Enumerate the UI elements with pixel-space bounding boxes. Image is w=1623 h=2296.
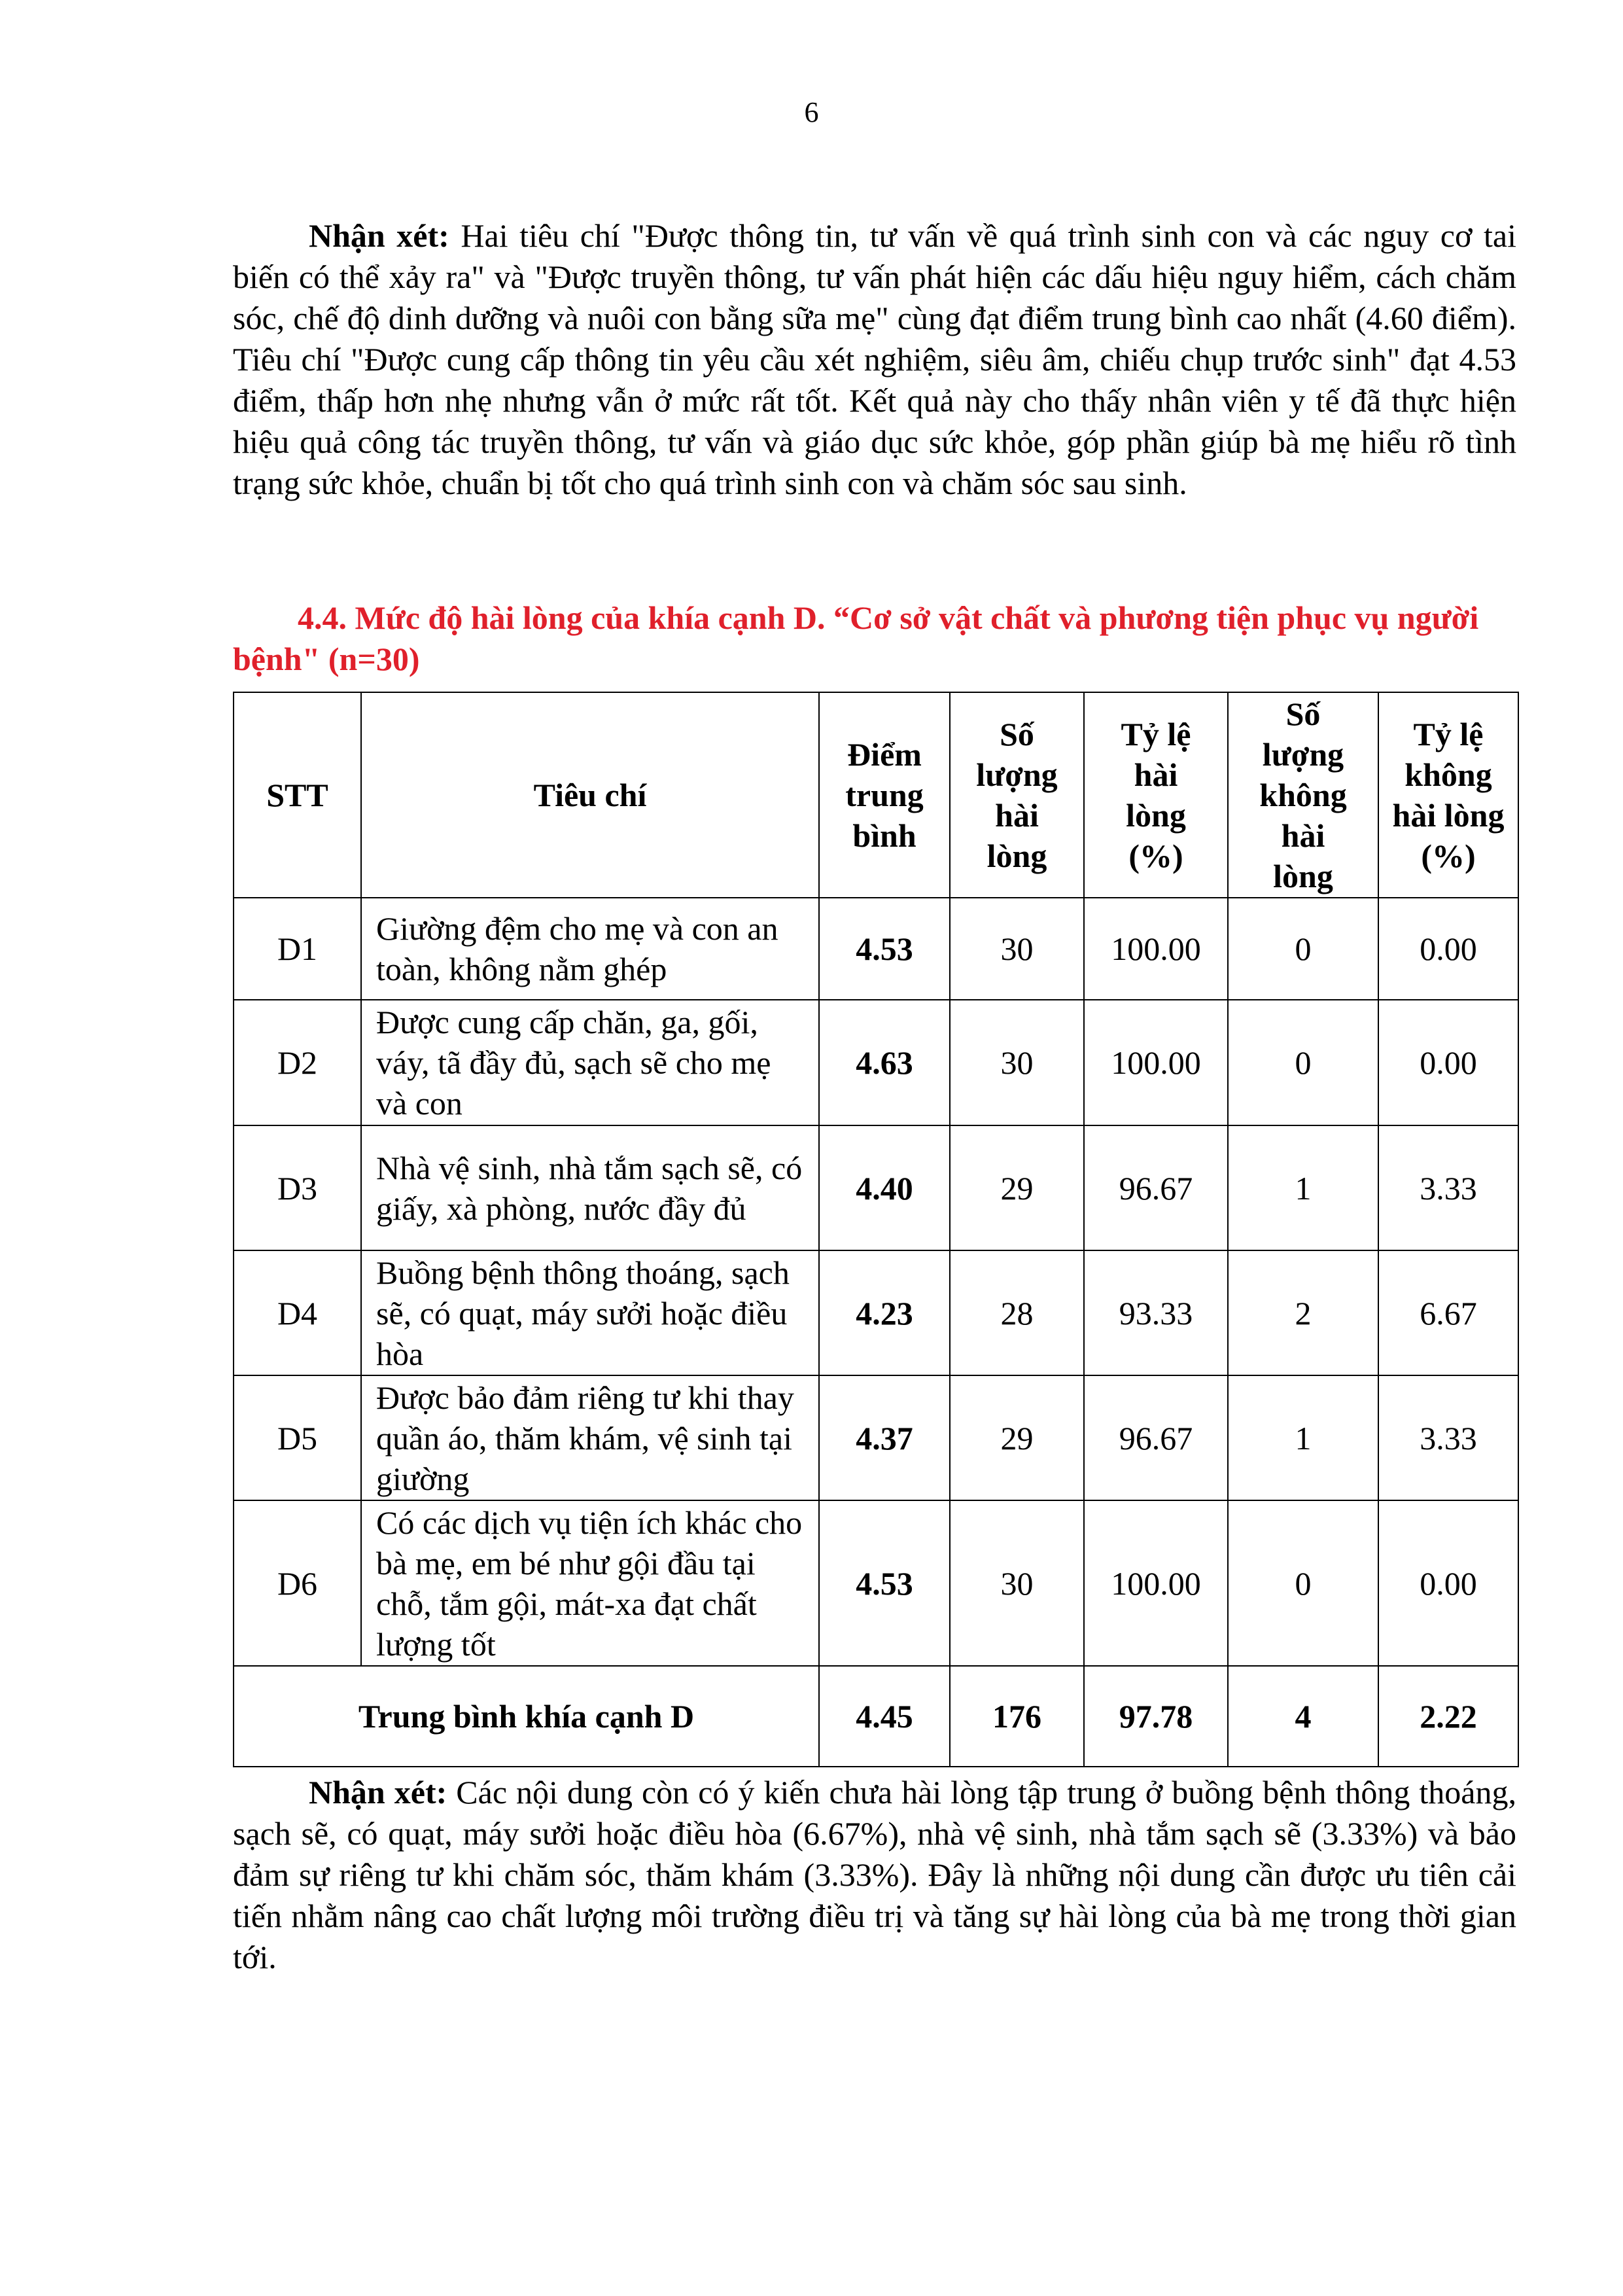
cell-total-satisfied-count: 176 — [950, 1666, 1084, 1767]
cell-stt: D2 — [234, 1000, 361, 1125]
cell-unsatisfied-count: 0 — [1228, 1500, 1378, 1666]
table-row — [234, 1500, 1518, 1666]
cell-unsatisfied-count: 1 — [1228, 1375, 1378, 1500]
cell-stt: D6 — [234, 1500, 361, 1666]
cell-unsatisfied-count: 0 — [1228, 898, 1378, 1000]
cell-satisfied-pct: 96.67 — [1084, 1125, 1228, 1250]
cell-criterion: Giường đệm cho mẹ và con an toàn, không nằm ghép — [361, 898, 819, 1000]
cell-satisfied-count: 30 — [950, 1000, 1084, 1125]
cell-total-unsatisfied-count: 4 — [1228, 1666, 1378, 1767]
cell-satisfied-pct: 93.33 — [1084, 1250, 1228, 1375]
cell-satisfied-count: 30 — [950, 1500, 1084, 1666]
comment-paragraph-d — [233, 1772, 1516, 1978]
cell-satisfied-count: 28 — [950, 1250, 1084, 1375]
cell-unsatisfied-pct: 3.33 — [1378, 1125, 1518, 1250]
cell-satisfied-pct: 96.67 — [1084, 1375, 1228, 1500]
header-satisfied-count: Số lượng hài lòng — [950, 692, 1084, 898]
cell-mean: 4.53 — [819, 898, 950, 1000]
cell-unsatisfied-count: 1 — [1228, 1125, 1378, 1250]
table-total-row — [234, 1666, 1518, 1767]
header-stt: STT — [234, 692, 361, 898]
cell-total-unsatisfied-pct: 2.22 — [1378, 1666, 1518, 1767]
cell-unsatisfied-pct: 0.00 — [1378, 898, 1518, 1000]
header-criterion: Tiêu chí — [361, 692, 819, 898]
cell-satisfied-count: 30 — [950, 898, 1084, 1000]
table-row — [234, 1125, 1518, 1250]
cell-stt: D4 — [234, 1250, 361, 1375]
header-satisfied-pct: Tỷ lệ hài lòng (%) — [1084, 692, 1228, 898]
cell-unsatisfied-pct: 0.00 — [1378, 1000, 1518, 1125]
cell-total-satisfied-pct: 97.78 — [1084, 1666, 1228, 1767]
cell-criterion: Được bảo đảm riêng tư khi thay quần áo, thăm khám, vệ sinh tại giường — [361, 1375, 819, 1500]
header-unsatisfied-pct: Tỷ lệ không hài lòng (%) — [1378, 692, 1518, 898]
comment-lead: Nhận xét: — [309, 217, 449, 254]
satisfaction-table-d — [233, 692, 1519, 1767]
cell-criterion: Buồng bệnh thông thoáng, sạch sẽ, có quạt, máy sưởi hoặc điều hòa — [361, 1250, 819, 1375]
table-row — [234, 1375, 1518, 1500]
cell-criterion: Nhà vệ sinh, nhà tắm sạch sẽ, có giấy, xà phòng, nước đầy đủ — [361, 1125, 819, 1250]
cell-stt: D3 — [234, 1125, 361, 1250]
header-unsatisfied-count: Số lượng không hài lòng — [1228, 692, 1378, 898]
cell-stt: D1 — [234, 898, 361, 1000]
cell-unsatisfied-pct: 0.00 — [1378, 1500, 1518, 1666]
cell-satisfied-pct: 100.00 — [1084, 898, 1228, 1000]
table-row — [234, 1000, 1518, 1125]
page-number: 6 — [804, 96, 819, 128]
table-row — [234, 898, 1518, 1000]
table-header-row — [234, 692, 1518, 898]
cell-mean: 4.40 — [819, 1125, 950, 1250]
cell-unsatisfied-pct: 6.67 — [1378, 1250, 1518, 1375]
comment-lead: Nhận xét: — [309, 1774, 447, 1810]
cell-total-mean: 4.45 — [819, 1666, 950, 1767]
cell-unsatisfied-pct: 3.33 — [1378, 1375, 1518, 1500]
comment-text: Các nội dung còn có ý kiến chưa hài lòng tập trung ở buồng bệnh thông thoáng, sạch sẽ, có quạt, máy sưởi hoặc điều hòa (6.67%), nhà vệ sinh, nhà tắm sạch sẽ (3.33%) và bảo đảm sự riêng tư khi chăm sóc, thăm khám (3.33%). Đây là những nội dung cần được ưu tiên cải tiến nhằm nâng cao chất lượng môi trường điều trị và tăng sự hài lòng của bà mẹ trong thời gian tới. — [233, 1774, 1516, 1975]
comment-paragraph-c — [233, 215, 1516, 504]
header-mean: Điểm trung bình — [819, 692, 950, 898]
cell-total-label: Trung bình khía cạnh D — [234, 1666, 819, 1767]
cell-criterion: Được cung cấp chăn, ga, gối, váy, tã đầy đủ, sạch sẽ cho mẹ và con — [361, 1000, 819, 1125]
section-heading: 4.4. Mức độ hài lòng của khía cạnh D. “Cơ sở vật chất và phương tiện phục vụ người bệnh" (n=30) — [233, 599, 1479, 677]
cell-unsatisfied-count: 2 — [1228, 1250, 1378, 1375]
cell-satisfied-count: 29 — [950, 1375, 1084, 1500]
comment-text: Hai tiêu chí "Được thông tin, tư vấn về quá trình sinh con và các nguy cơ tai biến có thể xảy ra" và "Được truyền thông, tư vấn phát hiện các dấu hiệu nguy hiểm, cách chăm sóc, chế độ dinh dưỡng và nuôi con bằng sữa mẹ" cùng đạt điểm trung bình cao nhất (4.60 điểm). Tiêu chí "Được cung cấp thông tin yêu cầu xét nghiệm, siêu âm, chiếu chụp trước sinh" đạt 4.53 điểm, thấp hơn nhẹ nhưng vẫn ở mức rất tốt. Kết quả này cho thấy nhân viên y tế đã thực hiện hiệu quả công tác truyền thông, tư vấn và giáo dục sức khỏe, góp phần giúp bà mẹ hiểu rõ tình trạng sức khỏe, chuẩn bị tốt cho quá trình sinh con và chăm sóc sau sinh. — [233, 217, 1516, 501]
table-row — [234, 1250, 1518, 1375]
cell-mean: 4.53 — [819, 1500, 950, 1666]
cell-mean: 4.63 — [819, 1000, 950, 1125]
cell-unsatisfied-count: 0 — [1228, 1000, 1378, 1125]
cell-stt: D5 — [234, 1375, 361, 1500]
cell-satisfied-pct: 100.00 — [1084, 1000, 1228, 1125]
cell-satisfied-count: 29 — [950, 1125, 1084, 1250]
cell-mean: 4.37 — [819, 1375, 950, 1500]
cell-criterion: Có các dịch vụ tiện ích khác cho bà mẹ, em bé như gội đầu tại chỗ, tắm gội, mát-xa đạt chất lượng tốt — [361, 1500, 819, 1666]
cell-mean: 4.23 — [819, 1250, 950, 1375]
cell-satisfied-pct: 100.00 — [1084, 1500, 1228, 1666]
